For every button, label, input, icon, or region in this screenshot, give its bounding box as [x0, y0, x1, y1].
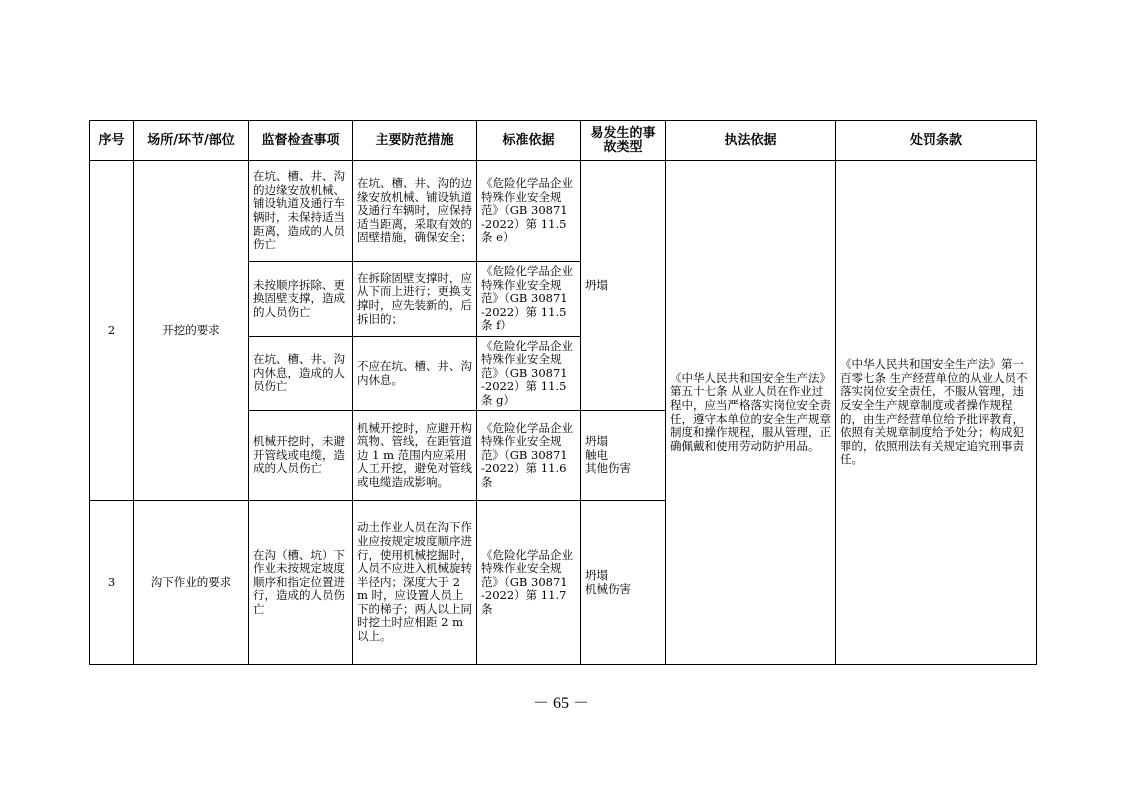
standard-cell: 《危险化学品企业特殊作业安全规范》（GB 30871 -2022）第 11.6 条 [477, 411, 581, 501]
check-item-cell: 未按顺序拆除、更换固壁支撑，造成的人员伤亡 [249, 262, 353, 337]
header-penalty: 处罚条款 [836, 121, 1037, 161]
header-location: 场所/环节/部位 [134, 121, 249, 161]
measure-cell: 在坑、槽、井、沟的边缘安放机械、铺设轨道及通行车辆时，应保持适当距离，采取有效的固壁措施，确保安全； [353, 161, 477, 262]
header-standard: 标准依据 [477, 121, 581, 161]
accident-type-item: 其他伤害 [585, 461, 631, 476]
standard-cell: 《危险化学品企业特殊作业安全规范》（GB 30871 -2022）第 11.7 条 [477, 501, 581, 665]
accident-type-item: 触电 [585, 447, 608, 462]
measure-cell: 在拆除固壁支撑时，应从下而上进行；更换支撑时，应先装新的，后拆旧的； [353, 262, 477, 337]
measure-cell: 动土作业人员在沟下作业应按规定坡度顺序进行，使用机械挖掘时，人员不应进入机械旋转半径内；深度大于 2 m 时，应设置人员上下的梯子；两人以上同时挖土时应相距 2 m 以上。 [353, 501, 477, 665]
header-row [90, 121, 1037, 161]
accident-type-cell [581, 501, 666, 665]
law-basis-cell: 《中华人民共和国安全生产法》第五十七条 从业人员在作业过程中，应当严格落实岗位安全责任，遵守本单位的安全生产规章制度和操作规程，服从管理，正确佩戴和使用劳动防护用品。 [666, 161, 836, 665]
standard-cell: 《危险化学品企业特殊作业安全规范》（GB 30871 -2022）第 11.5 条 e） [477, 161, 581, 262]
header-law-basis: 执法依据 [666, 121, 836, 161]
accident-type-item: 坍塌 [585, 434, 608, 449]
measure-cell: 机械开挖时，应避开构筑物、管线，在距管道边 1 m 范围内应采用人工开挖，避免对管线或电缆造成影响。 [353, 411, 477, 501]
accident-type-cell [581, 411, 666, 501]
page-number: － 65 － [532, 695, 589, 712]
header-check-item: 监督检查事项 [249, 121, 353, 161]
measure-cell: 不应在坑、槽、井、沟内休息。 [353, 337, 477, 411]
accident-type-item: 坍塌 [585, 567, 608, 582]
header-accident-type: 易发生的事故类型 [581, 121, 666, 161]
inspection-table [89, 120, 1037, 665]
penalty-cell: 《中华人民共和国安全生产法》第一百零七条 生产经营单位的从业人员不落实岗位安全责任，不服从管理，违反安全生产规章制度或者操作规程的，由生产经营单位给予批评教育，依照有关规章制度给予处分；构成犯罪的，依照刑法有关规定追究刑事责任。 [836, 161, 1037, 665]
seq-cell: 3 [90, 501, 134, 665]
location-cell: 开挖的要求 [134, 161, 249, 501]
seq-cell: 2 [90, 161, 134, 501]
check-item-cell: 在沟（槽、坑）下作业未按规定坡度顺序和指定位置进行，造成的人员伤亡 [249, 501, 353, 665]
accident-type-item: 机械伤害 [585, 581, 631, 596]
header-measure: 主要防范措施 [353, 121, 477, 161]
location-cell: 沟下作业的要求 [134, 501, 249, 665]
check-item-cell: 在坑、槽、井、沟内休息，造成的人员伤亡 [249, 337, 353, 411]
table-row [90, 161, 1037, 262]
header-seq: 序号 [90, 121, 134, 161]
standard-cell: 《危险化学品企业特殊作业安全规范》（GB 30871 -2022）第 11.5 条 g） [477, 337, 581, 411]
check-item-cell: 在坑、槽、井、沟的边缘安放机械、铺设轨道及通行车辆时，未保持适当距离，造成的人员伤亡 [249, 161, 353, 262]
check-item-cell: 机械开挖时，未避开管线或电缆，造成的人员伤亡 [249, 411, 353, 501]
standard-cell: 《危险化学品企业特殊作业安全规范》（GB 30871 -2022）第 11.5 条 f） [477, 262, 581, 337]
accident-type-cell: 坍塌 [581, 161, 666, 411]
